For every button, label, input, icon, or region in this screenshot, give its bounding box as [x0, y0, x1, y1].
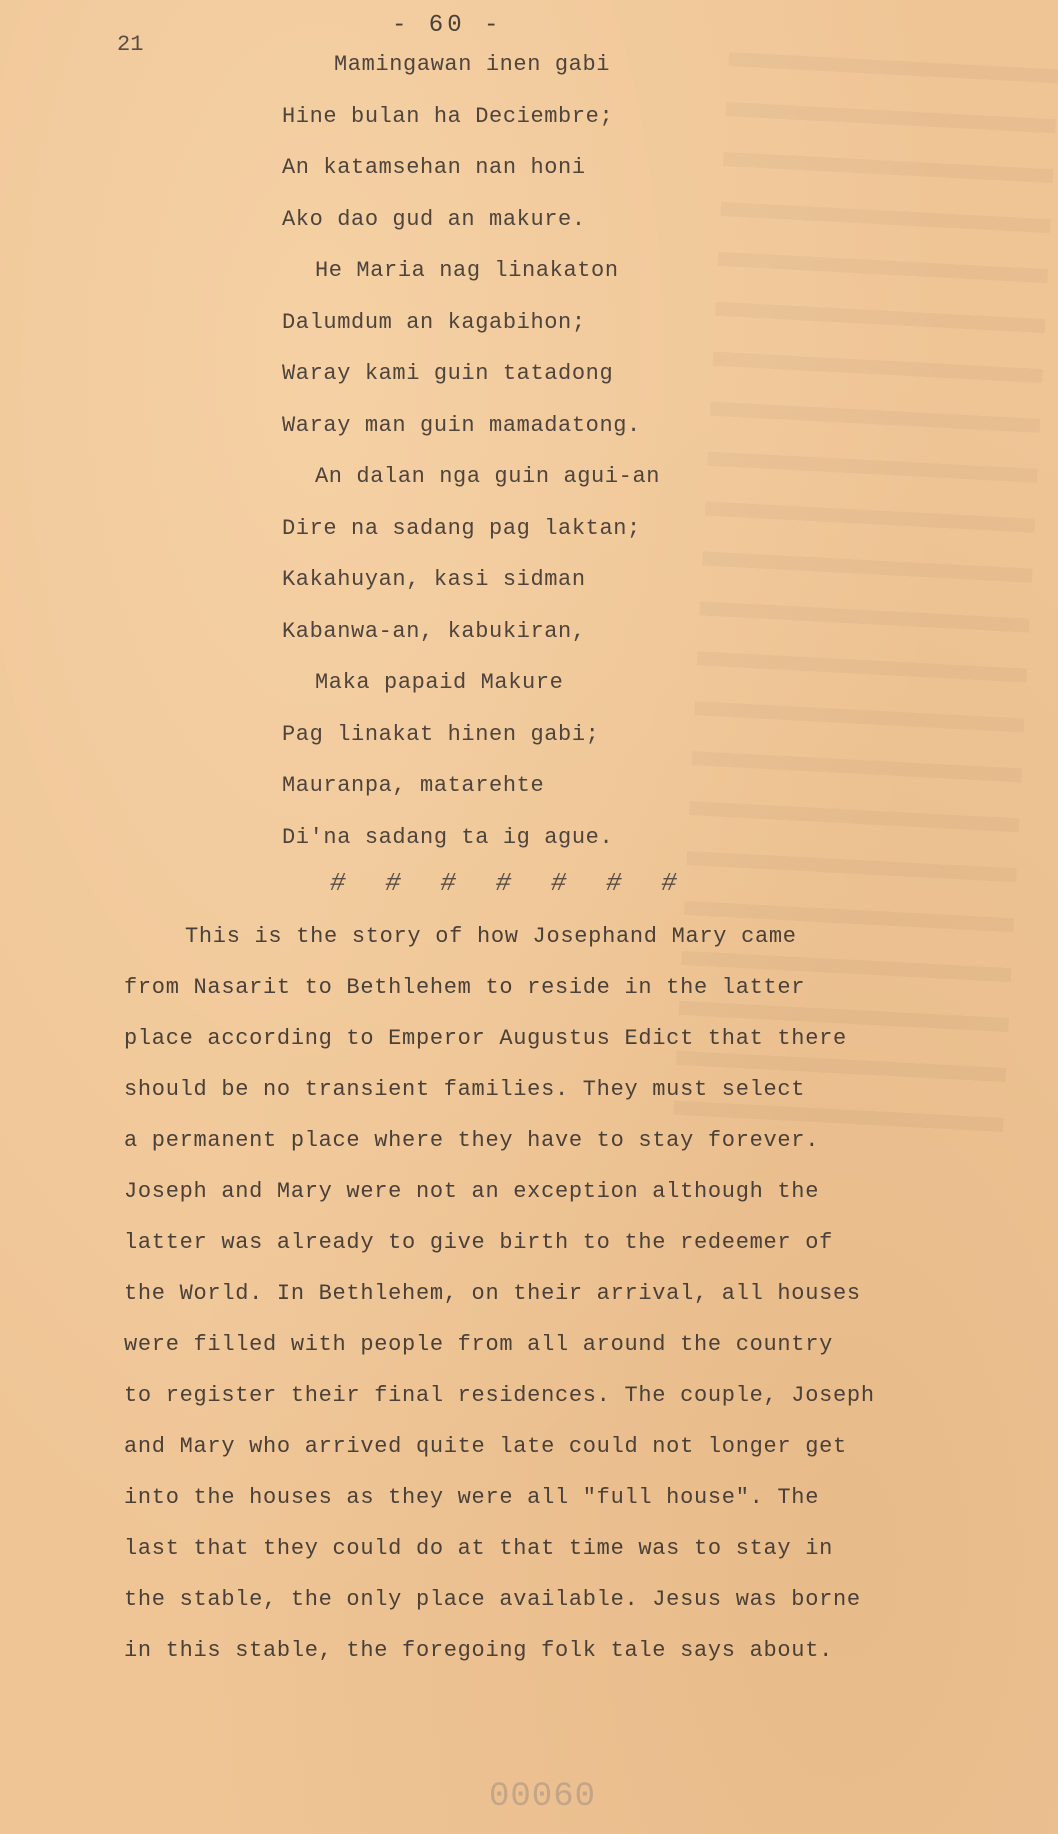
verse-line: Pag linakat hinen gabi;	[282, 722, 600, 747]
prose-line: place according to Emperor Augustus Edict that there	[124, 1026, 847, 1051]
prose-line: to register their final residences. The couple, Joseph	[124, 1383, 875, 1408]
verse-line: Waray man guin mamadatong.	[282, 413, 641, 438]
prose-line: a permanent place where they have to stay forever.	[124, 1128, 820, 1153]
archive-number-stamp: 00060	[489, 1778, 597, 1816]
verse-line: Hine bulan ha Deciembre;	[282, 104, 614, 129]
page-number-left: 21	[117, 32, 144, 57]
prose-line: the stable, the only place available. Jesus was borne	[124, 1587, 861, 1612]
prose-line: the World. In Bethlehem, on their arrival, all houses	[124, 1281, 861, 1306]
verse-line: Waray kami guin tatadong	[282, 361, 614, 386]
verse-line: An katamsehan nan honi	[282, 155, 586, 180]
verse-line: Kabanwa-an, kabukiran,	[282, 619, 586, 644]
verse-line: Ako dao gud an makure.	[282, 207, 586, 232]
verse-line: An dalan nga guin agui-an	[315, 464, 661, 489]
verse-line: Mauranpa, matarehte	[282, 773, 545, 798]
verse-line: Kakahuyan, kasi sidman	[282, 567, 586, 592]
page-number-top: - 60 -	[392, 12, 503, 39]
prose-line: should be no transient families. They must select	[124, 1077, 806, 1102]
verse-line: Maka papaid Makure	[315, 670, 564, 695]
prose-line: last that they could do at that time was to stay in	[124, 1536, 834, 1561]
verse-line: Dire na sadang pag laktan;	[282, 516, 641, 541]
prose-line: were filled with people from all around the country	[124, 1332, 834, 1357]
prose-line: from Nasarit to Bethlehem to reside in the latter	[124, 975, 806, 1000]
verse-line: Di'na sadang ta ig ague.	[282, 825, 614, 850]
verse-line: Dalumdum an kagabihon;	[282, 310, 586, 335]
prose-line: into the houses as they were all "full house". The	[124, 1485, 820, 1510]
bleed-through-texture	[671, 52, 1058, 1168]
prose-line: latter was already to give birth to the redeemer of	[124, 1230, 834, 1255]
prose-line: This is the story of how Josephand Mary came	[185, 924, 797, 949]
section-separator: # # # # # # #	[330, 868, 689, 898]
prose-line: Joseph and Mary were not an exception although the	[124, 1179, 820, 1204]
prose-line: and Mary who arrived quite late could not longer get	[124, 1434, 847, 1459]
prose-line: in this stable, the foregoing folk tale says about.	[124, 1638, 834, 1663]
verse-line: He Maria nag linakaton	[315, 258, 619, 283]
verse-line: Mamingawan inen gabi	[334, 52, 611, 77]
